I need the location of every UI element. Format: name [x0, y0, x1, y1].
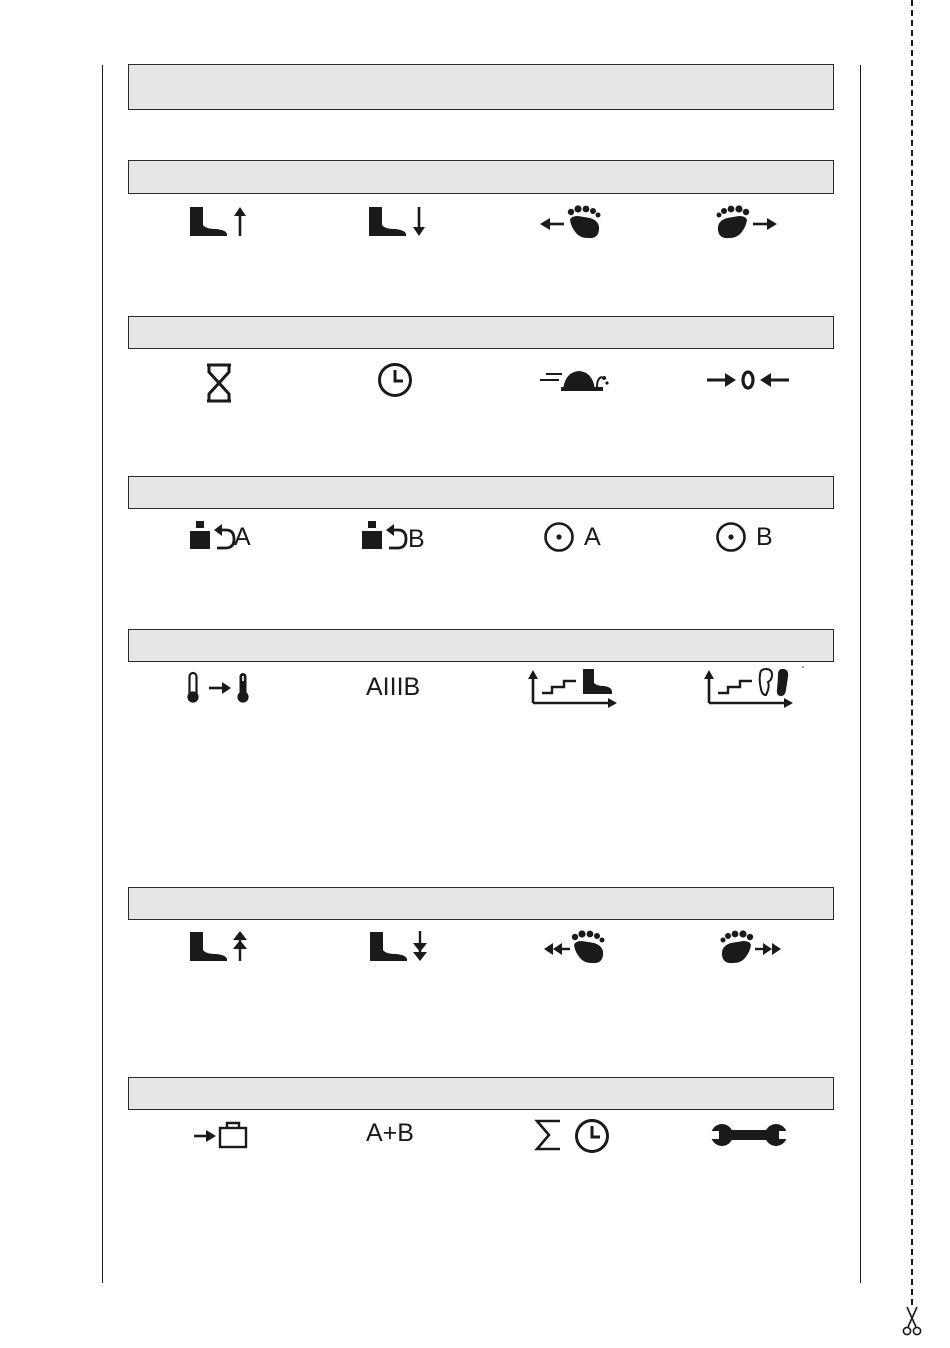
- clock-icon: [376, 362, 414, 398]
- target-circle-icon: [716, 522, 748, 552]
- scissors-icon: [902, 1305, 922, 1337]
- foot-down-arrow-icon: [365, 203, 431, 239]
- weight-return-b-icon: [362, 521, 432, 551]
- toes-double-right-icon: [717, 927, 783, 965]
- title-bar: [128, 64, 834, 110]
- zero-between-arrows-icon: [705, 368, 791, 392]
- section-bar-5: [128, 887, 834, 920]
- cut-line: [911, 0, 913, 1305]
- foot-up-arrow-icon: [186, 203, 252, 239]
- thermometer-transfer-icon: [184, 671, 254, 705]
- left-margin-line: [102, 65, 103, 1283]
- target-circle-icon: [544, 522, 576, 552]
- foot-double-down-icon: [366, 928, 432, 964]
- a-separator-b-icon: AIIIB: [366, 673, 421, 701]
- section-bar-1: [128, 160, 834, 194]
- wrench-icon: [711, 1120, 787, 1150]
- toes-right-arrow-icon: [713, 202, 781, 240]
- speed-snail-icon: [537, 366, 613, 394]
- weight-return-a-icon: [190, 521, 260, 551]
- section-bar-3: [128, 476, 834, 509]
- foot-double-up-icon: [186, 928, 252, 964]
- hourglass-icon: [204, 362, 234, 404]
- sum-clock-icon: [535, 1118, 611, 1154]
- tare-b-label: B: [408, 525, 425, 553]
- weight-return-arrow-icon: [362, 521, 408, 551]
- section-bar-2: [128, 316, 834, 349]
- to-case-icon: [192, 1121, 250, 1149]
- target-b-icon: [716, 522, 780, 552]
- target-a-icon: [544, 522, 608, 552]
- a-plus-b-icon: A+B: [366, 1119, 414, 1147]
- weight-return-arrow-icon: [190, 521, 236, 551]
- left-arrow-toes-icon: [538, 202, 604, 240]
- double-left-toes-icon: [542, 927, 608, 965]
- right-margin-line: [860, 65, 861, 1283]
- target-a-label: A: [584, 523, 601, 551]
- target-b-label: B: [756, 523, 773, 551]
- footprint-step-ramp-icon: [704, 665, 806, 709]
- section-bar-4: [128, 629, 834, 662]
- tare-a-label: A: [234, 523, 251, 551]
- section-bar-6: [128, 1077, 834, 1110]
- foot-step-ramp-icon: [528, 667, 620, 709]
